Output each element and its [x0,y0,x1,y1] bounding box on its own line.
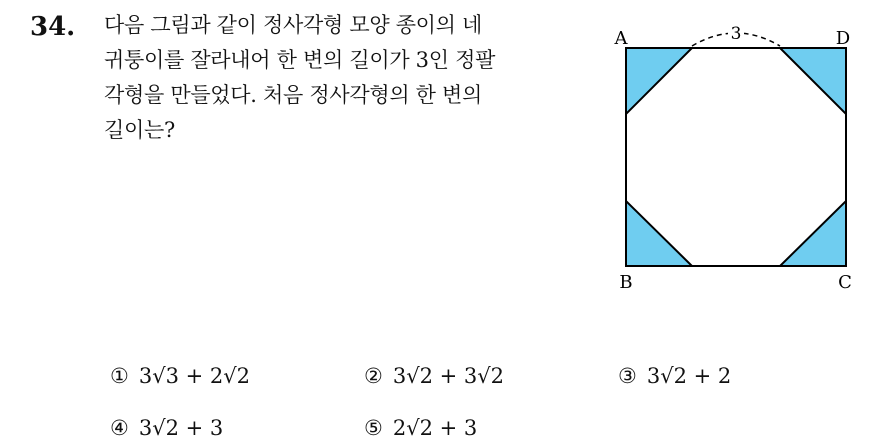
choice-text: 3√2 + 2 [646,364,732,388]
choice-mark: ⑤ [364,416,383,440]
vertex-label-b: B [619,272,633,293]
choice-3[interactable] [618,364,731,388]
choice-mark: ④ [110,416,129,440]
choice-text: 3√2 + 3√2 [392,364,504,388]
octagon-figure [600,20,860,295]
question-line: 귀퉁이를 잘라내어 한 변의 길이가 3인 정팔 [104,48,496,72]
question-line: 길이는? [104,118,175,142]
choice-text: 2√2 + 3 [392,416,478,440]
vertex-label-d: D [835,28,851,49]
corner-triangle-c [780,201,846,266]
choice-mark: ③ [618,364,637,388]
choice-text: 3√2 + 3 [138,416,224,440]
choice-5[interactable] [364,416,477,440]
corner-triangle-d [780,48,846,114]
side-length-label: 3 [730,24,742,44]
vertex-label-a: A [614,28,628,49]
question-line: 다음 그림과 같이 정사각형 모양 종이의 네 [104,13,483,37]
choice-mark: ② [364,364,383,388]
choice-text: 3√3 + 2√2 [138,364,250,388]
choice-2[interactable] [364,364,504,388]
corner-triangle-a [626,48,692,114]
question-number: 34. [30,12,76,42]
choice-mark: ① [110,364,129,388]
corner-triangle-b [626,201,692,266]
question-line: 각형을 만들었다. 처음 정사각형의 한 변의 [104,83,483,107]
choice-1[interactable] [110,364,250,388]
question-text [104,8,594,148]
choice-4[interactable] [110,416,223,440]
vertex-label-c: C [838,272,852,293]
